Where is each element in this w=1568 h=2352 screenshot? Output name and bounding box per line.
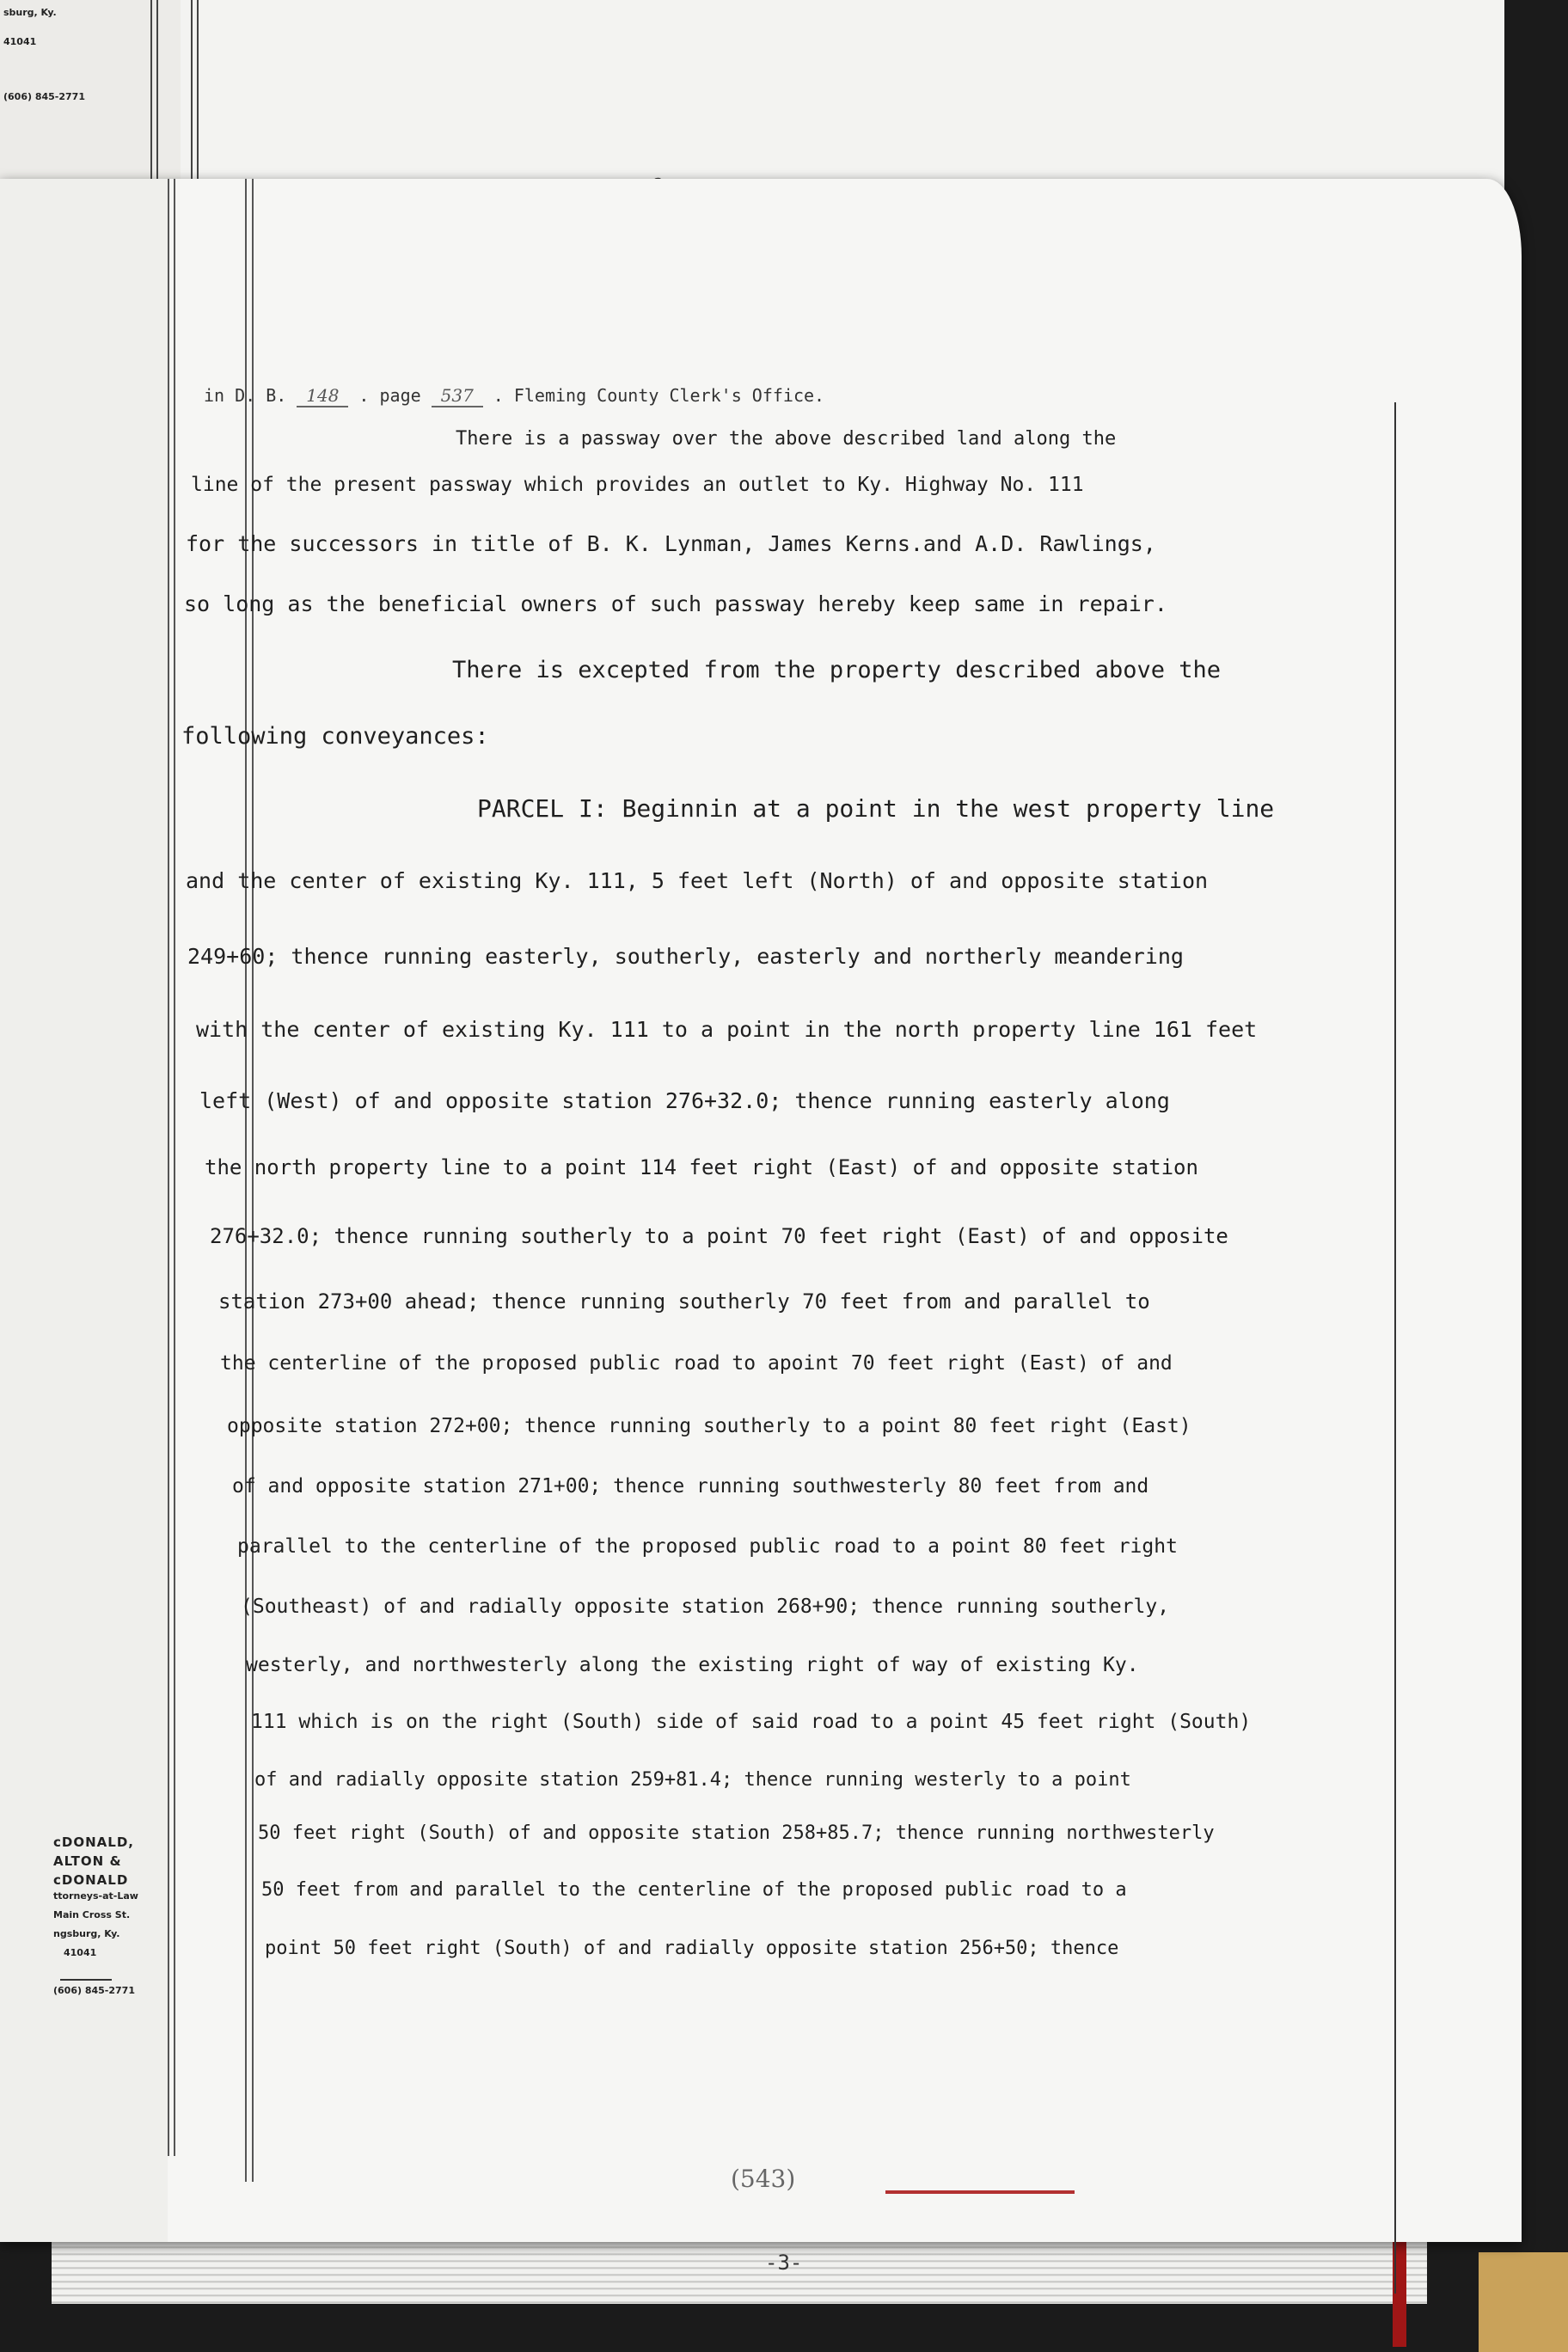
previous-page: [0, 0, 1504, 206]
body-line: There is a passway over the above described land along the: [456, 428, 1117, 450]
body-line: (Southeast) of and radially opposite station 268+90; thence running southerly,: [241, 1596, 1170, 1618]
body-line: of and radially opposite station 259+81.4; thence running westerly to a point: [254, 1769, 1131, 1791]
body-line: station 273+00 ahead; thence running southerly 70 feet from and parallel to: [218, 1289, 1150, 1314]
body-line: 50 feet from and parallel to the centerline of the proposed public road to a: [261, 1879, 1127, 1901]
attorney-name-line: cDONALD,: [53, 1834, 134, 1850]
attorney-title: ttorneys-at-Law: [53, 1890, 138, 1902]
attorney-phone: (606) 845-2771: [53, 1985, 135, 1996]
page-label: . page: [358, 385, 421, 406]
body-line: 249+60; thence running easterly, southerly, easterly and northerly meandering: [187, 944, 1184, 969]
attorney-name-line: cDONALD: [53, 1871, 129, 1888]
body-line: for the successors in title of B. K. Lynman, James Kerns.and A.D. Rawlings,: [186, 531, 1156, 556]
body-line: the centerline of the proposed public road to apoint 70 feet right (East) of and: [220, 1352, 1173, 1375]
attorney-city: ngsburg, Ky.: [53, 1928, 120, 1940]
body-line: with the center of existing Ky. 111 to a point in the north property line 161 feet: [196, 1017, 1258, 1042]
body-line: line of the present passway which provides an outlet to Ky. Highway No. 111: [191, 474, 1084, 496]
body-line: westerly, and northwesterly along the existing right of way of existing Ky.: [246, 1654, 1139, 1676]
right-margin-rule: [1394, 402, 1396, 2294]
body-line: opposite station 272+00; thence running southerly to a point 80 feet right (East): [227, 1415, 1191, 1437]
body-line: There is excepted from the property described above the: [452, 657, 1222, 683]
body-line: following conveyances:: [181, 723, 489, 750]
body-line: 276+32.0; thence running southerly to a point 70 feet right (East) of and opposite: [210, 1224, 1228, 1248]
body-line: 50 feet right (South) of and opposite station 258+85.7; thence running northwesterly: [258, 1822, 1215, 1844]
deed-book-reference: [204, 385, 824, 407]
attorney-zip: 41041: [64, 1947, 97, 1959]
previous-page-address-phone: (606) 845-2771: [3, 91, 85, 102]
attorney-street: Main Cross St.: [53, 1909, 131, 1921]
deed-book-number: 148: [297, 385, 348, 407]
document-page: [0, 179, 1522, 2275]
page-stamp: (543): [731, 2165, 796, 2193]
folder-corner: [1479, 2252, 1568, 2352]
page-number: -3-: [765, 2251, 803, 2275]
clerk-office: . Fleming County Clerk's Office.: [493, 385, 825, 406]
parcel-heading-line: PARCEL I: Beginnin at a point in the west property line: [477, 794, 1275, 823]
attorney-name-line: ALTON &: [53, 1853, 122, 1869]
body-line: point 50 feet right (South) of and radially opposite station 256+50; thence: [265, 1938, 1119, 1959]
previous-page-address-city: sburg, Ky.: [3, 7, 57, 18]
body-line: 111 which is on the right (South) side of said road to a point 45 feet right (South): [251, 1711, 1252, 1733]
previous-page-rule: [150, 0, 152, 198]
body-line: so long as the beneficial owners of such passway hereby keep same in repair.: [184, 591, 1167, 616]
body-line: parallel to the centerline of the proposed public road to a point 80 feet right: [237, 1535, 1178, 1558]
deed-page-number: 537: [432, 385, 483, 407]
previous-page-address-zip: 41041: [3, 36, 37, 47]
previous-page-rule: [197, 0, 199, 198]
attorney-divider: [60, 1979, 112, 1981]
previous-page-rule: [191, 0, 193, 198]
red-ink-mark: [885, 2190, 1075, 2194]
body-line: and the center of existing Ky. 111, 5 feet left (North) of and opposite station: [186, 868, 1209, 893]
body-line: of and opposite station 271+00; thence running southwesterly 80 feet from and: [232, 1475, 1149, 1498]
previous-page-rule: [156, 0, 158, 198]
deed-book-prefix: in D. B.: [204, 385, 287, 406]
body-line: the north property line to a point 114 feet right (East) of and opposite station: [205, 1155, 1198, 1179]
previous-page-margin: [0, 0, 181, 206]
body-line: left (West) of and opposite station 276+32.0; thence running easterly along: [199, 1088, 1170, 1113]
attorney-block: [53, 1834, 182, 1998]
